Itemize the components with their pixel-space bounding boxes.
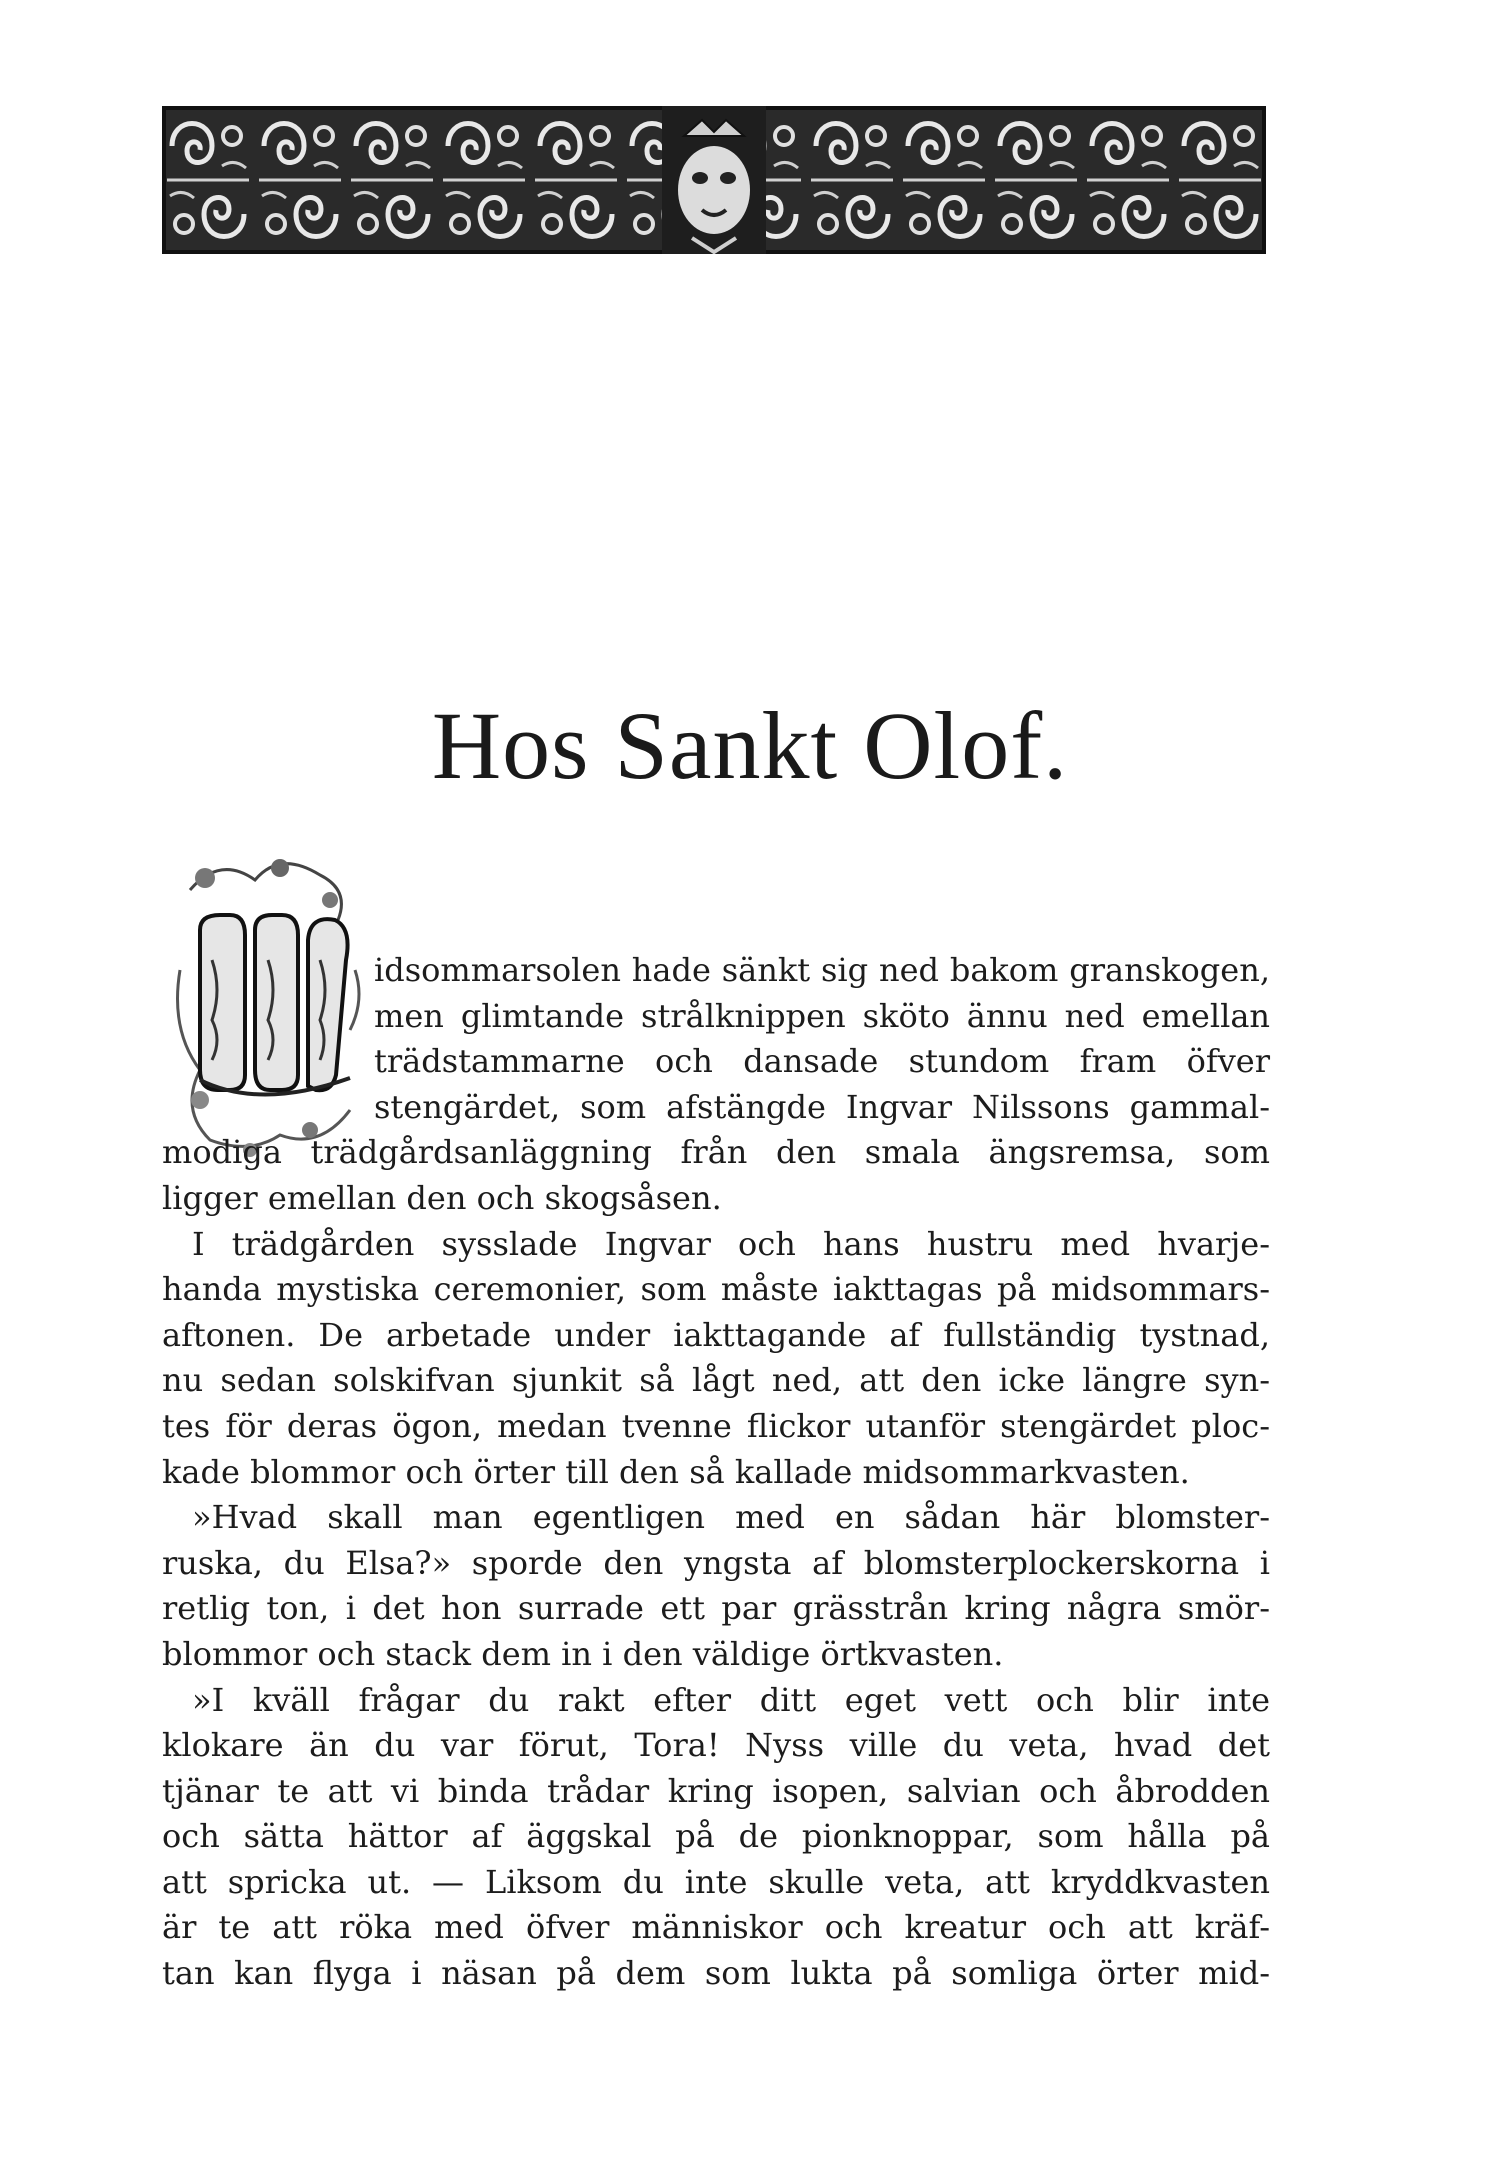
body-text <box>162 948 1270 1997</box>
text-line: men glimtande strålknippen sköto ännu ned emellan <box>374 996 1270 1035</box>
text-line: ruska, du Elsa?» sporde den yngsta af blomsterplockerskorna i <box>162 1543 1270 1582</box>
text-line: tjänar te att vi binda trådar kring isopen, salvian och åbrodden <box>162 1771 1270 1810</box>
text-line: idsommarsolen hade sänkt sig ned bakom granskogen, <box>374 951 1270 989</box>
text-line: »Hvad skall man egentligen med en sådan här blomster- <box>192 1498 1270 1537</box>
text-line: »I kväll frågar du rakt efter ditt eget vett och blir inte <box>192 1680 1270 1719</box>
text-line: stengärdet, som afstängde Ingvar Nilssons gammal- <box>374 1087 1270 1126</box>
text-line: trädstammarne och dansade stundom fram öfver <box>374 1042 1270 1081</box>
text-line: aftonen. De arbetade under iakttagande af fullständig tystnad, <box>162 1315 1270 1354</box>
text-line: blommor och stack dem in i den väldige örtkvasten. <box>162 1634 1004 1673</box>
text-line: är te att röka med öfver människor och kreatur och att kräf- <box>162 1908 1270 1947</box>
text-line: och sätta hättor af äggskal på de pionknoppar, som hålla på <box>162 1817 1270 1856</box>
text-line: tes för deras ögon, medan tvenne flickor utanför stengärdet ploc- <box>162 1406 1270 1445</box>
text-line: ligger emellan den och skogsåsen. <box>162 1178 722 1217</box>
text-line: klokare än du var förut, Tora! Nyss ville du veta, hvad det <box>162 1726 1270 1765</box>
text-line: kade blommor och örter till den så kallade midsommarkvasten. <box>162 1452 1190 1491</box>
text-line: I trädgården sysslade Ingvar och hans hustru med hvarje- <box>192 1224 1270 1263</box>
chapter-title: Hos Sankt Olof. <box>431 692 1069 799</box>
text-line: retlig ton, i det hon surrade ett par grässtrån kring några smör- <box>162 1589 1270 1628</box>
text-line: handa mystiska ceremonier, som måste iakttagas på midsommars- <box>162 1270 1270 1309</box>
ornamental-header-band <box>162 106 1266 254</box>
text-line: tan kan flyga i näsan på dem som lukta på somliga örter mid- <box>162 1954 1270 1993</box>
text-line: nu sedan solskifvan sjunkit så lågt ned, att den icke längre syn- <box>162 1361 1270 1400</box>
text-line: att spricka ut. — Liksom du inte skulle veta, att kryddkvasten <box>162 1862 1270 1901</box>
text-line: modiga trädgårdsanläggning från den smala ängsremsa, som <box>162 1133 1270 1172</box>
